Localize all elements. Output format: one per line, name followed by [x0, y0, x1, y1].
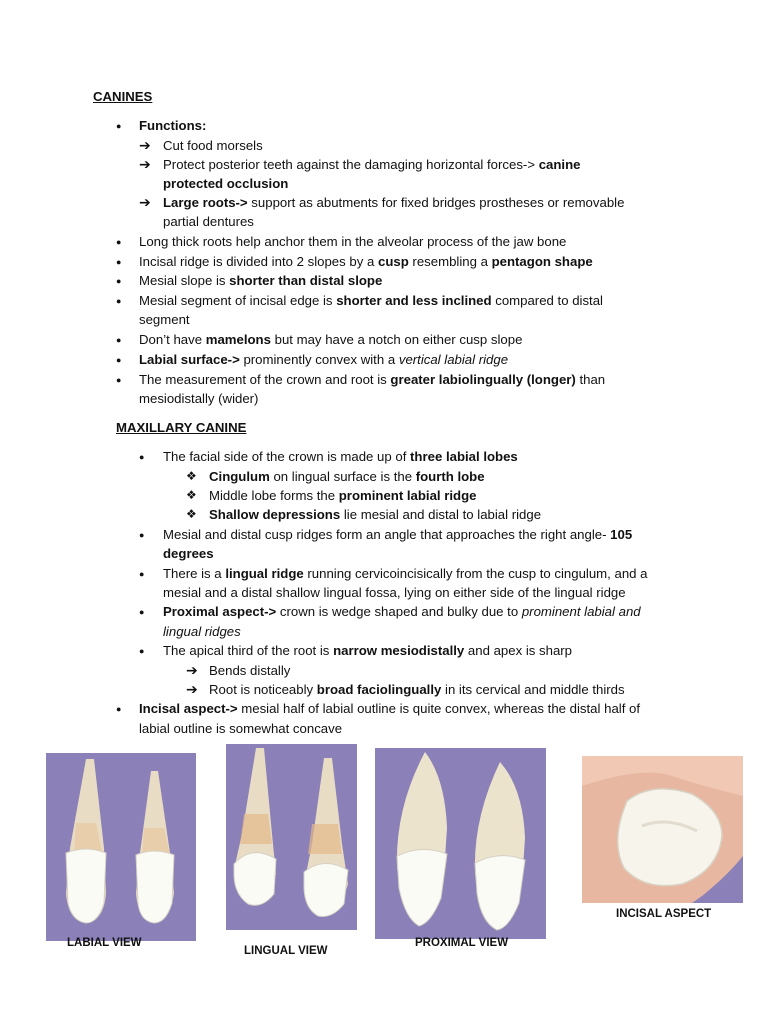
list-item: Labial surface-> prominently convex with a vertical labial ridge: [139, 352, 509, 367]
caption-proximal-view: PROXIMAL VIEW: [415, 937, 509, 949]
arrow-right-icon: ➔: [139, 194, 151, 210]
bullet-icon: ●: [139, 569, 145, 579]
list-item: The apical third of the root is narrow mesiodistally and apex is sharp: [163, 643, 573, 658]
bullet-icon: ●: [116, 296, 122, 306]
diamond-bullet-icon: ❖: [186, 507, 197, 521]
list-item-continued: labial outline is somewhat concave: [139, 721, 343, 736]
list-item-continued: segment: [139, 312, 190, 327]
sub-item: Shallow depressions lie mesial and distal to labial ridge: [209, 507, 542, 522]
diamond-bullet-icon: ❖: [186, 488, 197, 502]
list-item-continued: mesiodistally (wider): [139, 391, 259, 406]
bullet-icon: ●: [116, 335, 122, 345]
caption-incisal-aspect: INCISAL ASPECT: [616, 908, 712, 920]
list-item: Mesial and distal cusp ridges form an angle that approaches the right angle- 105: [163, 527, 633, 542]
list-item: Mesial slope is shorter than distal slope: [139, 273, 383, 288]
sub-item: Middle lobe forms the prominent labial ridge: [209, 488, 477, 503]
bullet-icon: ●: [116, 355, 122, 365]
function-item-continued: protected occlusion: [163, 176, 289, 191]
bullet-icon: ●: [116, 704, 122, 714]
bullet-icon: ●: [139, 530, 145, 540]
sub-item: Cingulum on lingual surface is the fourth lobe: [209, 469, 485, 484]
functions-label: Functions:: [139, 118, 207, 133]
bullet-icon: ●: [116, 375, 122, 385]
bullet-icon: ●: [116, 276, 122, 286]
list-item-continued: mesial and a distal shallow lingual fossa, lying on either side of the lingual ridge: [163, 585, 626, 600]
list-item-continued: lingual ridges: [163, 624, 241, 639]
arrow-right-icon: ➔: [139, 137, 151, 153]
list-item: The facial side of the crown is made up of three labial lobes: [163, 449, 518, 464]
lingual-view-photo: [226, 744, 357, 930]
arrow-right-icon: ➔: [186, 662, 198, 678]
bullet-icon: ●: [116, 121, 122, 131]
function-item: Protect posterior teeth against the damaging horizontal forces-> canine: [163, 157, 581, 172]
function-item-continued: partial dentures: [163, 214, 254, 229]
list-item: Incisal aspect-> mesial half of labial outline is quite convex, whereas the distal half of: [139, 701, 641, 716]
list-item: Proximal aspect-> crown is wedge shaped and bulky due to prominent labial and: [163, 604, 641, 619]
caption-lingual-view: LINGUAL VIEW: [244, 945, 328, 957]
section-subheading: MAXILLARY CANINE: [116, 420, 247, 435]
bullet-icon: ●: [139, 452, 145, 462]
caption-labial-view: LABIAL VIEW: [67, 937, 142, 949]
function-item: Large roots-> support as abutments for fixed bridges prostheses or removable: [163, 195, 625, 210]
arrow-right-icon: ➔: [186, 681, 198, 697]
bullet-icon: ●: [139, 646, 145, 656]
list-item: Don’t have mamelons but may have a notch on either cusp slope: [139, 332, 523, 347]
labial-view-photo: [46, 753, 196, 941]
bullet-icon: ●: [139, 607, 145, 617]
list-item: There is a lingual ridge running cervicoincisically from the cusp to cingulum, and a: [163, 566, 648, 581]
list-item-continued: degrees: [163, 546, 214, 561]
bullet-icon: ●: [116, 237, 122, 247]
function-item: Cut food morsels: [163, 138, 263, 153]
sub-item: Bends distally: [209, 663, 291, 678]
sub-item: Root is noticeably broad faciolingually in its cervical and middle thirds: [209, 682, 625, 697]
incisal-aspect-photo: [582, 756, 743, 903]
page-heading: CANINES: [93, 89, 153, 104]
list-item: The measurement of the crown and root is greater labiolingually (longer) than: [139, 372, 606, 387]
list-item: Incisal ridge is divided into 2 slopes by a cusp resembling a pentagon shape: [139, 254, 593, 269]
bullet-icon: ●: [116, 257, 122, 267]
list-item: Long thick roots help anchor them in the alveolar process of the jaw bone: [139, 234, 567, 249]
diamond-bullet-icon: ❖: [186, 469, 197, 483]
arrow-right-icon: ➔: [139, 156, 151, 172]
list-item: Mesial segment of incisal edge is shorter and less inclined compared to distal: [139, 293, 603, 308]
proximal-view-photo: [375, 748, 546, 939]
